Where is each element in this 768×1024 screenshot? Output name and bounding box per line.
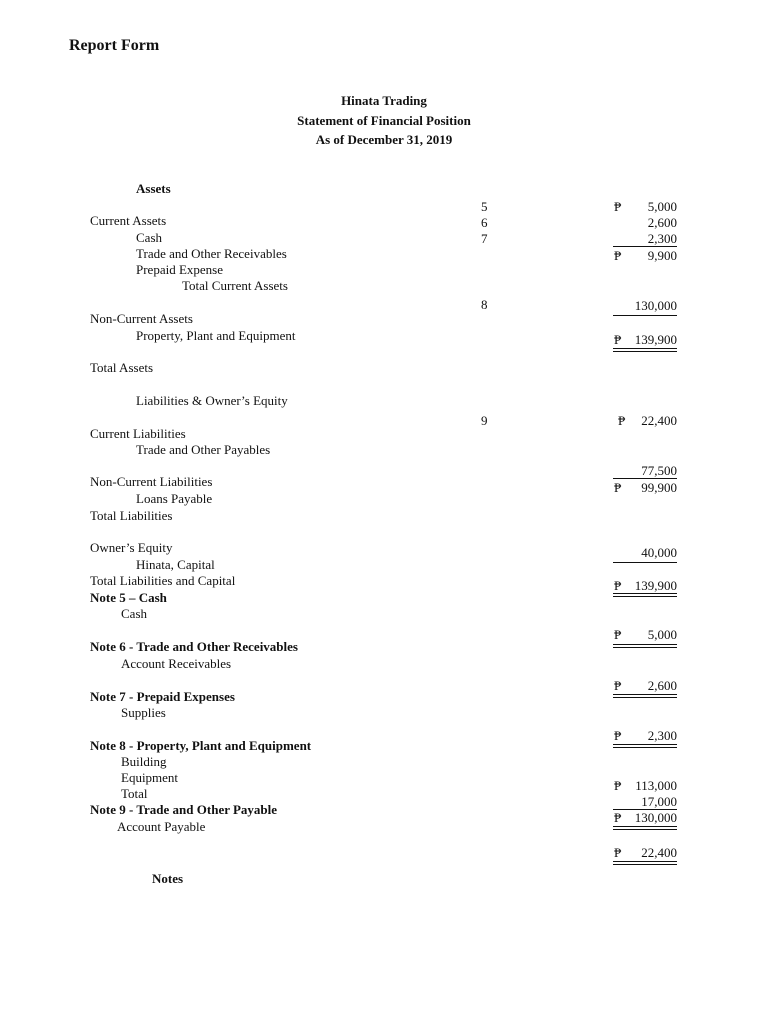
note-5-item: Cash [121, 606, 147, 621]
note-8-title: Note 8 - Property, Plant and Equipment [90, 738, 312, 753]
note-8-item-equipment: Equipment [121, 770, 179, 785]
note-8-item-total: Total [121, 786, 148, 801]
note-7-title: Note 7 - Prepaid Expenses [90, 689, 235, 704]
total-double-rule [613, 644, 677, 648]
note-9-item: Account Payable [117, 819, 206, 834]
statement-date: As of December 31, 2019 [315, 132, 453, 147]
total-double-rule [613, 694, 677, 698]
cash-label: Cash [136, 230, 162, 245]
total-double-rule [613, 744, 677, 748]
amount-total-current-assets: 9,900 [647, 248, 677, 263]
peso-sign: ₱ [614, 728, 622, 743]
total-double-rule [613, 593, 677, 597]
peso-sign: ₱ [614, 810, 622, 825]
amount-loans: 77,500 [641, 463, 677, 478]
note-8-amount-total: 130,000 [634, 810, 677, 825]
note-ref: 7 [481, 231, 488, 246]
peso-sign: ₱ [614, 248, 622, 263]
capital-label: Hinata, Capital [136, 557, 215, 572]
note-9-amount: 22,400 [641, 845, 677, 860]
statement-title: Statement of Financial Position [297, 113, 471, 128]
assets-heading: Assets [136, 181, 171, 196]
noncurrent-assets-label: Non-Current Assets [90, 311, 193, 326]
total-assets-label: Total Assets [90, 360, 154, 375]
note-ref: 9 [481, 413, 488, 428]
amount-cash: 5,000 [647, 199, 677, 214]
note-ref: 5 [481, 199, 488, 214]
amount-capital: 40,000 [641, 545, 677, 560]
total-current-assets-label: Total Current Assets [182, 278, 288, 293]
peso-sign: ₱ [614, 199, 622, 214]
owners-equity-label: Owner’s Equity [90, 540, 173, 555]
peso-sign: ₱ [614, 332, 622, 347]
note-5-amount: 5,000 [647, 627, 677, 642]
subtotal-rule [613, 315, 677, 316]
note-ref: 6 [481, 215, 488, 230]
peso-sign: ₱ [614, 845, 622, 860]
note-ref: 8 [481, 297, 488, 312]
subtotal-rule [613, 478, 677, 479]
amount-total-liabilities: 99,900 [641, 480, 677, 495]
prepaid-label: Prepaid Expense [136, 262, 224, 277]
amount-total-liab-capital: 139,900 [634, 578, 677, 593]
amount-receivables: 2,600 [647, 215, 677, 230]
note-6-amount: 2,600 [647, 678, 677, 693]
note-8-item-building: Building [121, 754, 167, 769]
note-6-item: Account Receivables [121, 656, 232, 671]
liabilities-heading: Liabilities & Owner’s Equity [136, 393, 288, 408]
note-5-title: Note 5 – Cash [90, 590, 167, 605]
total-liabilities-label: Total Liabilities [90, 508, 173, 523]
peso-sign: ₱ [614, 778, 622, 793]
note-8-amount-building: 113,000 [635, 778, 677, 793]
report-title: Report Form [69, 37, 160, 54]
total-liabilities-capital-label: Total Liabilities and Capital [90, 573, 236, 588]
peso-sign: ₱ [614, 578, 622, 593]
subtotal-rule [613, 562, 677, 563]
payables-label: Trade and Other Payables [136, 442, 271, 457]
subtotal-rule [613, 246, 677, 247]
receivables-label: Trade and Other Receivables [136, 246, 287, 261]
note-7-item: Supplies [121, 705, 166, 720]
total-double-rule [613, 826, 677, 830]
amount-ppe: 130,000 [634, 298, 677, 313]
company-name: Hinata Trading [341, 93, 427, 108]
amount-total-assets: 139,900 [634, 332, 677, 347]
amount-prepaid: 2,300 [647, 231, 677, 246]
ppe-label: Property, Plant and Equipment [136, 328, 296, 343]
noncurrent-liabilities-label: Non-Current Liabilities [90, 474, 213, 489]
total-double-rule [613, 348, 677, 352]
peso-sign: ₱ [614, 480, 622, 495]
note-8-amount-equipment: 17,000 [641, 794, 677, 809]
loans-payable-label: Loans Payable [136, 491, 213, 506]
current-liabilities-label: Current Liabilities [90, 426, 186, 441]
total-double-rule [613, 861, 677, 865]
amount-payables: 22,400 [641, 413, 677, 428]
note-6-title: Note 6 - Trade and Other Receivables [90, 639, 298, 654]
peso-sign: ₱ [614, 678, 622, 693]
note-7-amount: 2,300 [647, 728, 677, 743]
note-9-title: Note 9 - Trade and Other Payable [90, 802, 278, 817]
peso-sign: ₱ [614, 627, 622, 642]
notes-footer-label: Notes [152, 871, 184, 886]
peso-sign: ₱ [618, 413, 626, 428]
current-assets-label: Current Assets [90, 213, 167, 228]
